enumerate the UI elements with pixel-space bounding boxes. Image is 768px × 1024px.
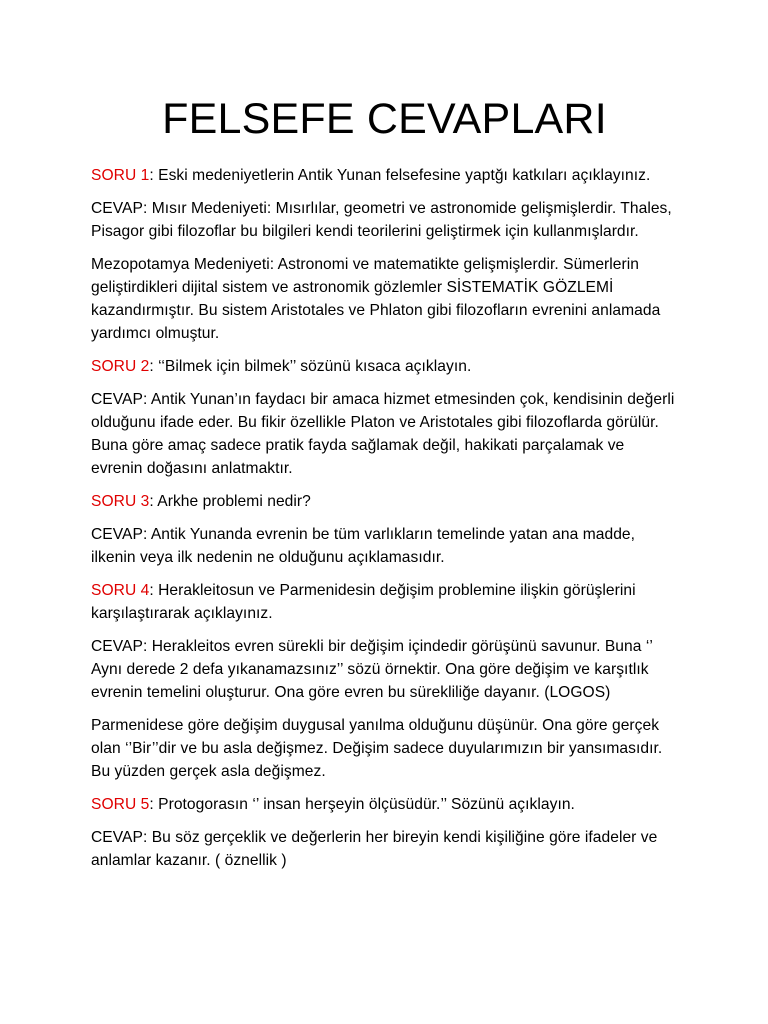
question-2-label: SORU 2 — [91, 358, 150, 375]
question-5-label: SORU 5 — [91, 796, 150, 813]
question-2 — [91, 355, 678, 378]
question-4-label: SORU 4 — [91, 582, 150, 599]
question-1-text: : Eski medeniyetlerin Antik Yunan felsefesine yaptğı katkıları açıklayınız. — [149, 167, 651, 184]
question-5 — [91, 793, 678, 816]
question-2-text: : ‘‘Bilmek için bilmek’’ sözünü kısaca açıklayın. — [149, 358, 472, 375]
question-1-label: SORU 1 — [91, 167, 150, 184]
question-1 — [91, 164, 678, 187]
question-4 — [91, 579, 678, 625]
answer-4-parmenides: Parmenidese göre değişim duygusal yanılma olduğunu düşünür. Ona göre gerçek olan ‘’Bir’’dir ve bu asla değişmez. Değişim sadece duyularımızın bir yansımasıdır. Bu yüzden gerçek asla değişmez. — [91, 717, 663, 780]
question-3 — [91, 490, 678, 513]
answer-1-mesopotamia: Mezopotamya Medeniyeti: Astronomi ve matematikte gelişmişlerdir. Sümerlerin geliştirdikleri dijital sistem ve astronomik gözlemler SİSTEMATİK GÖZLEMİ kazandırmıştır. Bu sistem Aristotales ve Phlaton gibi filozofların evrenini anlamada yardımcı olmuştur. — [91, 256, 661, 342]
answer-5: CEVAP: Bu söz gerçeklik ve değerlerin her bireyin kendi kişiliğine göre ifadeler ve anlamlar kazanır. ( öznellik ) — [91, 829, 658, 869]
answer-3: CEVAP: Antik Yunanda evrenin be tüm varlıkların temelinde yatan ana madde, ilkenin veya ilk nedenin ne olduğunu açıklamasıdır. — [91, 526, 636, 566]
question-4-text: : Herakleitosun ve Parmenidesin değişim problemine ilişkin görüşlerini karşılaştırarak açıklayınız. — [91, 582, 636, 622]
question-5-text: : Protogorasın ‘’ insan herşeyin ölçüsüdür.’’ Sözünü açıklayın. — [149, 796, 575, 813]
answer-1-egypt: CEVAP: Mısır Medeniyeti: Mısırlılar, geometri ve astronomide gelişmişlerdir. Thales, Pisagor gibi filozoflar bu bilgileri kendi teorilerini geliştirmek için kullanmışlardır. — [91, 200, 672, 240]
document-title: FELSEFE CEVAPLARI — [162, 95, 607, 143]
question-3-label: SORU 3 — [91, 493, 150, 510]
question-3-text: : Arkhe problemi nedir? — [149, 493, 311, 510]
answer-4-herakleitos: CEVAP: Herakleitos evren sürekli bir değişim içindedir görüşünü savunur. Buna ‘’ Aynı derede 2 defa yıkanamazsınız’’ sözü örnektir. Ona göre değişim ve karşıtlık evrenin temelini oluşturur. Ona göre evren bu sürekliliğe dayanır. (LOGOS) — [91, 638, 653, 701]
answer-2: CEVAP: Antik Yunan’ın faydacı bir amaca hizmet etmesinden çok, kendisinin değerli olduğunu ifade eder. Bu fikir özellikle Platon ve Aristotales gibi filozoflarda görülür. Buna göre amaç sadece pratik fayda sağlamak değil, hakikati parçalamak ve evrenin doğasını anlatmaktır. — [91, 391, 675, 477]
